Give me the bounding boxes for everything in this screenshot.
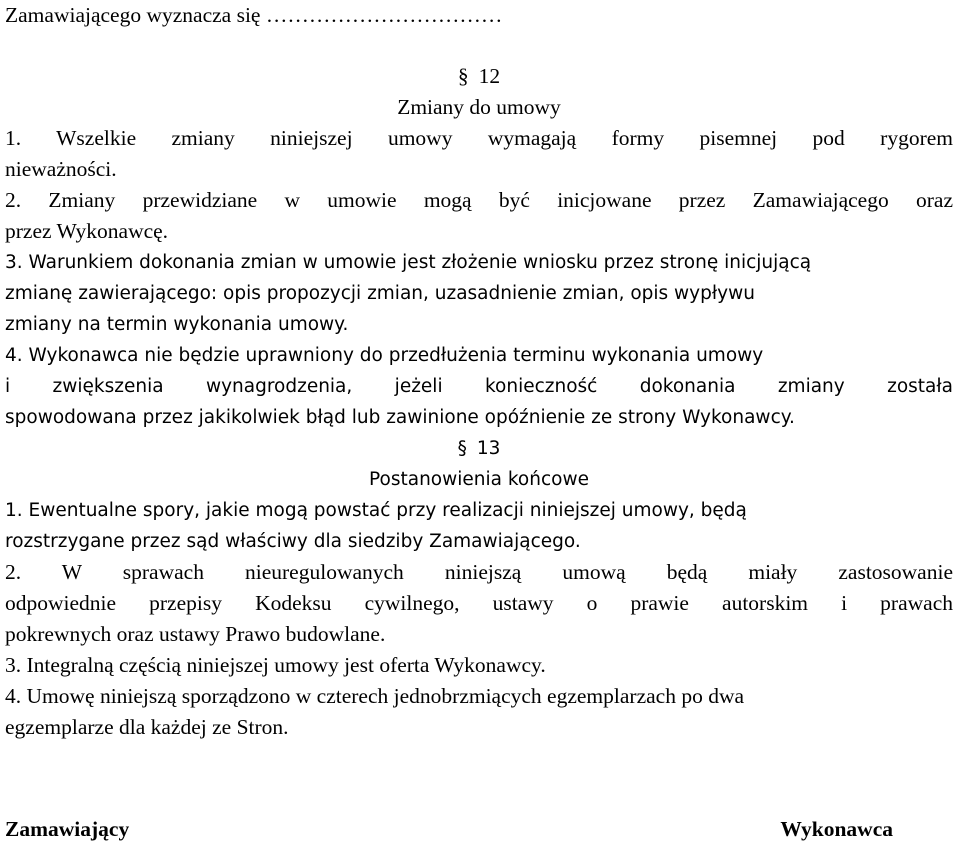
section-number: 12 <box>478 64 501 88</box>
text-line: 4. Umowę niniejszą sporządzono w czterech jednobrzmiących egzemplarzach po dwa <box>5 684 745 708</box>
paragraph-symbol: § <box>457 438 467 459</box>
section-13-heading <box>5 433 953 464</box>
text-line: przez Wykonawcę. <box>5 219 169 243</box>
text-line: i zwiększenia wynagrodzenia, jeżeli konieczność dokonania zmiany została <box>5 376 953 397</box>
section-13-paragraph-4 <box>5 681 953 743</box>
section-12-paragraph-2 <box>5 185 953 247</box>
paragraph-symbol: § <box>457 64 469 88</box>
section-12-heading <box>5 61 953 92</box>
signature-label-wykonawca: Wykonawca <box>780 817 893 841</box>
text-line: 1. Ewentualne spory, jakie mogą powstać przy realizacji niniejszej umowy, będą <box>5 500 747 521</box>
text-line: spowodowana przez jakikolwiek błąd lub zawinione opóźnienie ze strony Wykonawcy. <box>5 407 795 428</box>
text-line: egzemplarze dla każdej ze Stron. <box>5 715 289 739</box>
text-line: 2. W sprawach nieuregulowanych niniejszą umową będą miały zastosowanie <box>5 560 953 584</box>
text-line: pokrewnych oraz ustawy Prawo budowlane. <box>5 622 386 646</box>
section-12-paragraph-4 <box>5 340 953 433</box>
section-13-paragraph-3 <box>5 650 953 681</box>
text-line: odpowiednie przepisy Kodeksu cywilnego, ustawy o prawie autorskim i prawach <box>5 591 953 615</box>
text-line: nieważności. <box>5 157 117 181</box>
text-line: rozstrzygane przez sąd właściwy dla siedziby Zamawiającego. <box>5 531 581 552</box>
section-number: 13 <box>476 438 501 459</box>
document-page <box>5 0 953 743</box>
signature-block <box>5 814 893 845</box>
text-line: 4. Wykonawca nie będzie uprawniony do przedłużenia terminu wykonania umowy <box>5 345 764 366</box>
text-line: 3. Warunkiem dokonania zmian w umowie jest złożenie wniosku przez stronę inicjującą <box>5 252 812 273</box>
text-line: 2. Zmiany przewidziane w umowie mogą być inicjowane przez Zamawiającego oraz <box>5 188 953 212</box>
text-line: 3. Integralną częścią niniejszej umowy jest oferta Wykonawcy. <box>5 653 546 677</box>
text-line: zmianę zawierającego: opis propozycji zmian, uzasadnienie zmian, opis wypływu <box>5 283 755 304</box>
section-13-title: Postanowienia końcowe <box>369 469 589 490</box>
signature-label-zamawiajacy: Zamawiający <box>5 817 130 841</box>
text-line: 1. Wszelkie zmiany niniejszej umowy wymagają formy pisemnej pod rygorem <box>5 126 953 150</box>
text-line: zmiany na termin wykonania umowy. <box>5 314 349 335</box>
section-13-paragraph-1 <box>5 495 953 557</box>
section-13-paragraph-2 <box>5 557 953 650</box>
section-12-title: Zmiany do umowy <box>397 95 561 119</box>
intro-line: Zamawiającego wyznacza się …………………………… <box>5 3 503 27</box>
section-12-paragraph-1 <box>5 123 953 185</box>
section-12-paragraph-3 <box>5 247 953 340</box>
